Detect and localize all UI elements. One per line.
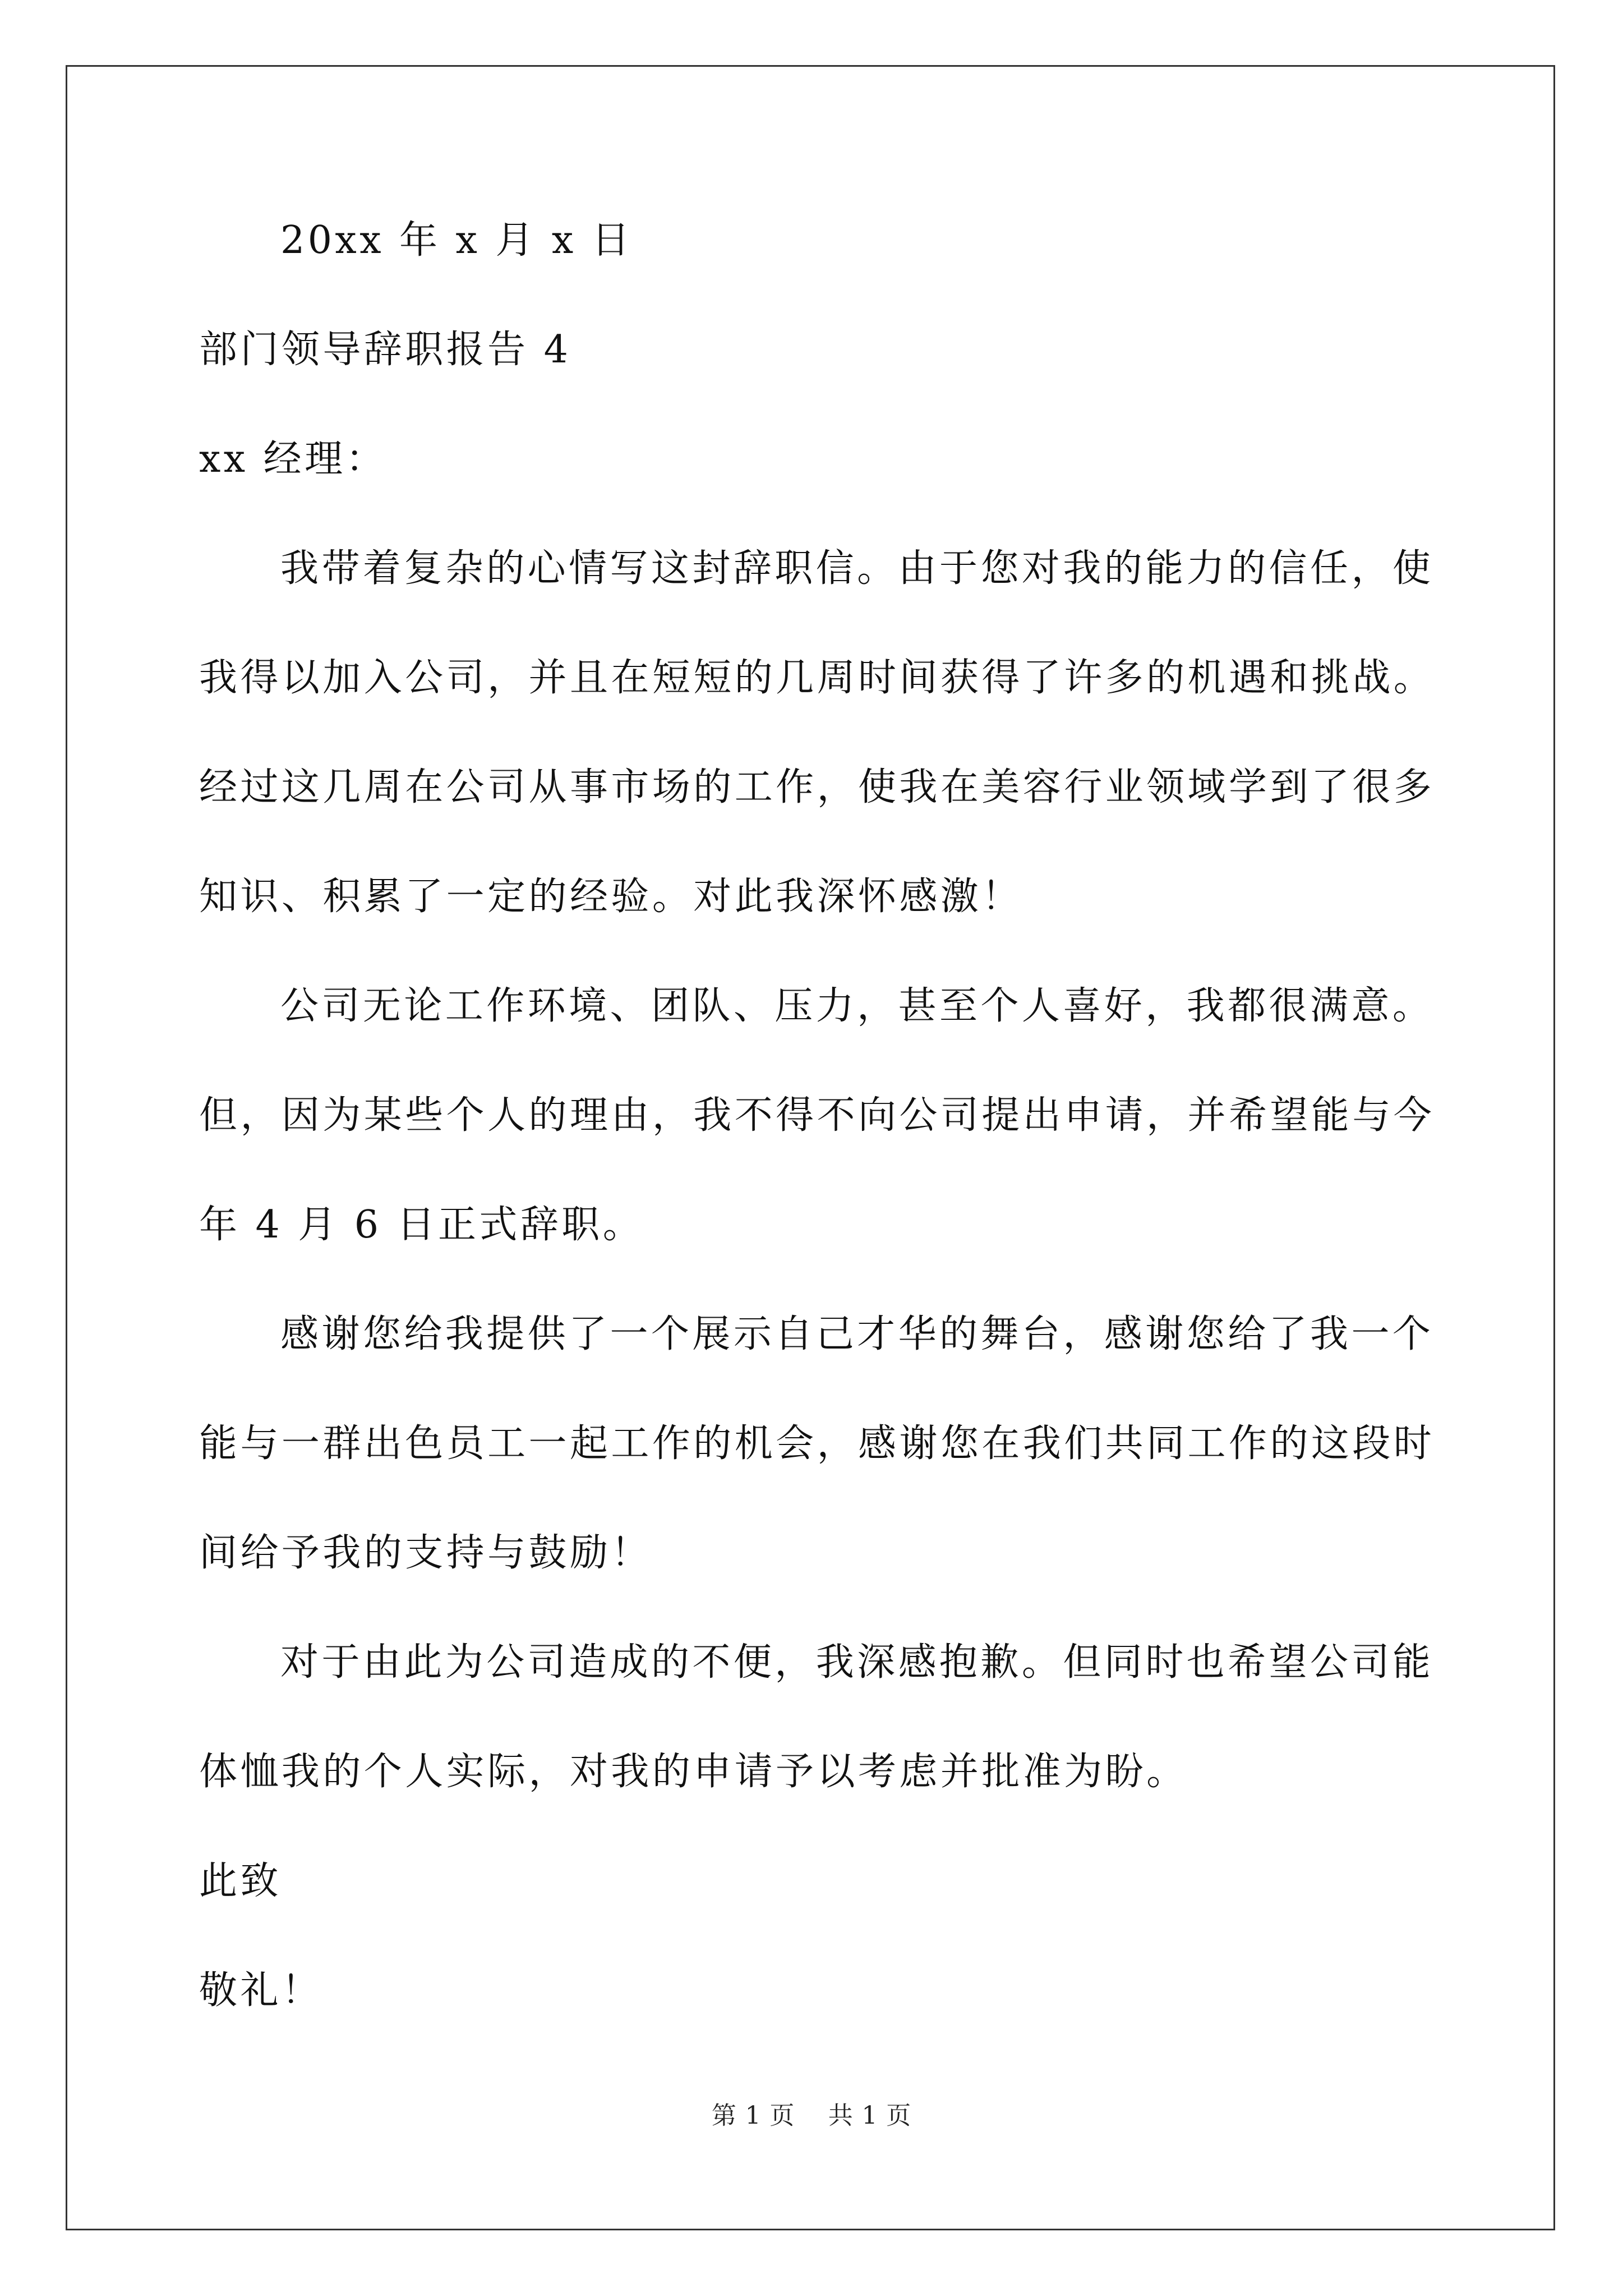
paragraph-line: 经过这几周在公司从事市场的工作，使我在美容行业领域学到了很多 bbox=[199, 765, 1435, 809]
paragraph-line: 年 4 月 6 日正式辞职。 bbox=[199, 1203, 644, 1247]
paragraph-line: 公司无论工作环境、团队、压力，甚至个人喜好，我都很满意。 bbox=[280, 984, 1434, 1028]
paragraph-line: 对于由此为公司造成的不便，我深感抱歉。但同时也希望公司能 bbox=[280, 1640, 1434, 1685]
closing-salute: 敬礼！ bbox=[199, 1968, 323, 2013]
paragraph-line: 间给予我的支持与鼓励！ bbox=[199, 1531, 652, 1575]
document-title: 部门领导辞职报告 4 bbox=[199, 328, 571, 372]
paragraph-line: 但，因为某些个人的理由，我不得不向公司提出申请，并希望能与今 bbox=[199, 1093, 1435, 1138]
paragraph-line: 知识、积累了一定的经验。对此我深怀感激！ bbox=[199, 875, 1023, 919]
closing-phrase: 此致 bbox=[199, 1859, 282, 1903]
paragraph-line: 能与一群出色员工一起工作的机会，感谢您在我们共同工作的这段时 bbox=[199, 1421, 1435, 1466]
salutation: xx 经理： bbox=[199, 437, 387, 481]
paragraph-line: 我带着复杂的心情写这封辞职信。由于您对我的能力的信任，使 bbox=[280, 546, 1434, 591]
page-footer: 第 1 页 共 1 页 bbox=[711, 2101, 912, 2130]
page-border bbox=[66, 65, 1555, 2230]
paragraph-line: 体恤我的个人实际，对我的申请予以考虑并批准为盼。 bbox=[199, 1750, 1188, 1794]
paragraph-line: 感谢您给我提供了一个展示自己才华的舞台，感谢您给了我一个 bbox=[280, 1312, 1434, 1356]
paragraph-line: 我得以加入公司，并且在短短的几周时间获得了许多的机遇和挑战。 bbox=[199, 656, 1435, 700]
date-line: 20xx 年 x 月 x 日 bbox=[280, 218, 633, 263]
